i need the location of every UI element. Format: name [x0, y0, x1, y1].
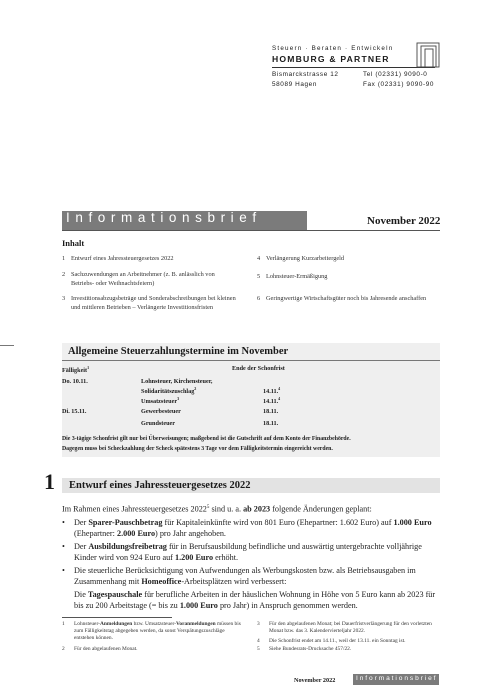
footnote-3: Für den abgelaufenen Monat; bei Dauerfristverlängerung für den vorletzten Monat bzw. das 3. Kalendervierteljahr 2022. — [269, 621, 432, 634]
section-1-title: Entwurf eines Jahressteuergesetzes 2022 — [69, 480, 251, 491]
firm-fax: Fax (02331) 9090-90 — [363, 81, 435, 88]
row1-tax-a: Lohnsteuer, Kirchensteuer, — [141, 378, 213, 385]
row4-tax: Grundsteuer — [141, 420, 176, 427]
row3-date: Di. 15.11. — [62, 408, 87, 415]
toc-heading: Inhalt — [62, 238, 85, 248]
toc-item-5[interactable]: 5 Lohnsteuer-Ermäßigung — [257, 273, 328, 280]
section-1-number: 1 — [44, 469, 55, 494]
row1-tax-b: Solidaritätszuschlag$^2$ — [141, 386, 197, 396]
fold-mark — [0, 345, 14, 346]
row2-tax: Umsatzsteuer$^3$ — [141, 396, 180, 406]
row3-end: 18.11. — [263, 408, 279, 415]
bullet-sparer-pauschbetrag: • Der Sparer-Pauschbetrag für Kapitaleinkünfte wird von 801 Euro (Ehepartner: 1.602 Euro) auf 1.000 Euro (Ehepartner: 2.000 Euro) pro Jahr angehoben. — [62, 518, 432, 538]
footnote-4-number: 4 — [257, 638, 260, 644]
tax-dates-title: Allgemeine Steuerzahlungstermine im November — [68, 346, 289, 357]
footnote-2-number: 2 — [62, 646, 65, 652]
toc-item-6[interactable]: 6 Geringwertige Wirtschaftsgüter noch bis Jahresende anschaffen — [257, 295, 427, 302]
bullet-ausbildungsfreibetrag: • Der Ausbildungsfreibetrag für in Berufsausbildung befindliche und auswärtig untergebrachte volljährige Kinder wird von 924 Euro auf 1.200 Euro erhöht. — [62, 542, 422, 562]
footnote-2: Für den abgelaufenen Monat. — [74, 646, 138, 652]
bullet-homeoffice: • Die steuerliche Berücksichtigung von Aufwendungen als Werbungskosten bzw. als Betriebsausgaben im Zusammenhang mit Homeoffice-Arbeitsplätzen wird verbessert: — [62, 566, 416, 586]
footnote-1-number: 1 — [62, 621, 65, 627]
footer-date: November 2022 — [294, 677, 336, 684]
letterhead-divider — [272, 67, 435, 68]
schonfrist-note-2: Dagegen muss bei Scheckzahlung der Scheck spätestens 3 Tage vor dem Fälligkeitstermin eingereicht werden. — [62, 446, 333, 452]
toc-item-3[interactable]: 3 Investitionsabzugsbeträge und Sonderabschreibungen bei kleinen und mittleren Betrieben – Verlängerte Investitionsfristen — [62, 295, 236, 312]
firm-tel: Tel (02331) 9090-0 — [363, 71, 428, 78]
row1-date: Do. 10.11. — [62, 378, 88, 385]
toc-item-4[interactable]: 4 Verlängerung Kurzarbeitergeld — [257, 255, 345, 262]
footnote-3-number: 3 — [257, 621, 260, 627]
informationsbrief-title: Informationsbrief — [66, 210, 262, 225]
firm-city: 58089 Hagen — [272, 81, 317, 88]
footer-title: Informationsbrief — [356, 675, 438, 682]
row4-end: 18.11. — [263, 420, 279, 427]
row2-end: 14.11.$^4$ — [263, 396, 281, 406]
header-rule — [62, 230, 440, 231]
row3-tax: Gewerbesteuer — [141, 408, 181, 415]
issue-date: November 2022 — [367, 215, 441, 227]
toc-item-2[interactable]: 2 Sachzuwendungen an Arbeitnehmer (z. B. anlässlich von Betriebs- oder Weihnachtsfeiern) — [62, 271, 215, 288]
row1-end: 14.11.$^4$ — [263, 386, 281, 396]
toc-item-1[interactable]: 1 Entwurf eines Jahressteuergesetzes 2022 — [62, 255, 174, 262]
footnote-rule — [62, 617, 172, 618]
tagespauschale-paragraph: Die Tagespauschale für berufliche Arbeiten in der häuslichen Wohnung in Höhe von 5 Euro kann ab 2023 für bis zu 200 Arbeitstage (= bis zu 1.000 Euro pro Jahr) in Anspruch genommen werden. — [74, 590, 436, 610]
footnote-5-number: 5 — [257, 646, 260, 652]
col-header-faelligkeit: Fälligkeit$^1$ — [62, 365, 90, 375]
firm-tagline: Steuern · Beraten · Entwickeln — [272, 45, 394, 52]
firm-logo-icon — [416, 42, 442, 70]
footnote-4: Die Schonfrist endet am 14.11., weil der 13.11. ein Sonntag ist. — [269, 638, 406, 644]
tax-dates-rule — [62, 360, 440, 361]
footnote-5: Siehe Bundesrats-Drucksache 457/22. — [269, 646, 352, 652]
footnote-1: Lohnsteuer-Anmeldungen bzw. Umsatzsteuer-Voranmeldungen müssen bis zum Fälligkeitstag abgegeben werden, da sonst Verspätungszuschläge entstehen können. — [74, 621, 241, 641]
col-header-schonfrist: Ende der Schonfrist — [232, 365, 285, 372]
firm-name: HOMBURG & PARTNER — [272, 54, 390, 64]
schonfrist-note-1: Die 3-tägige Schonfrist gilt nur bei Überweisungen; maßgebend ist die Gutschrift auf dem Konto der Finanzbehörde. — [62, 436, 351, 442]
section-1-intro: Im Rahmen eines Jahressteuergesetzes 2022$^5$ sind u. a. ab 2023 folgende Änderungen geplant: — [62, 504, 372, 514]
firm-street: Bismarckstrasse 12 — [272, 71, 339, 78]
